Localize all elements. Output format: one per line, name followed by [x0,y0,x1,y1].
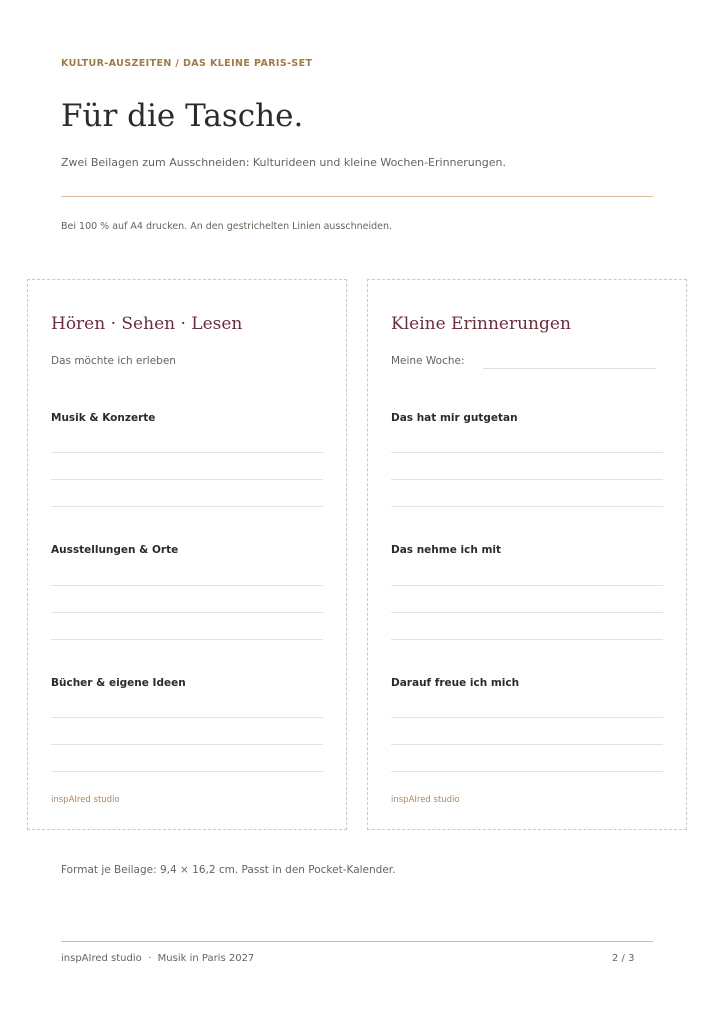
section-heading-good: Das hat mir gutgetan [391,412,518,424]
section-heading-exhibitions: Ausstellungen & Orte [51,544,179,556]
breadcrumb: KULTUR-AUSZEITEN / DAS KLEINE PARIS-SET [61,58,313,69]
writing-line [51,452,323,453]
card-subtitle: Meine Woche: [391,355,465,367]
writing-line [51,771,323,772]
section-heading-takeaway: Das nehme ich mit [391,544,502,556]
writing-line [391,612,663,613]
writing-line [391,452,663,453]
writing-line [51,717,323,718]
writing-line [391,744,663,745]
writing-line [391,771,663,772]
card-title: Hören · Sehen · Lesen [51,314,243,334]
card-subtitle: Das möchte ich erleben [51,355,176,367]
format-note: Format je Beilage: 9,4 × 16,2 cm. Passt in den Pocket-Kalender. [61,864,396,876]
card-footer-brand: inspAIred studio [391,795,460,805]
card-footer-brand: inspAIred studio [51,795,120,805]
writing-line [391,585,663,586]
print-note: Bei 100 % auf A4 drucken. An den gestrichelten Linien ausschneiden. [61,221,393,232]
section-heading-books: Bücher & eigene Ideen [51,677,186,689]
writing-line [391,639,663,640]
writing-line [51,585,323,586]
writing-line [391,479,663,480]
section-heading-music: Musik & Konzerte [51,412,156,424]
writing-line [391,506,663,507]
insert-card-culture [27,279,347,830]
footer-brand: inspAIred studio · Musik in Paris 2027 [61,953,255,964]
writing-line [51,639,323,640]
footer-divider [61,941,653,942]
writing-line [51,612,323,613]
section-heading-lookforward: Darauf freue ich mich [391,677,520,689]
header-divider [61,196,653,197]
insert-card-reminders [367,279,687,830]
writing-line [51,744,323,745]
page-number: 2 / 3 [612,953,635,964]
card-title: Kleine Erinnerungen [391,314,571,334]
writing-line [51,479,323,480]
writing-line [391,717,663,718]
week-input-line [483,368,656,369]
page-subtitle: Zwei Beilagen zum Ausschneiden: Kulturideen und kleine Wochen-Erinnerungen. [61,156,506,169]
writing-line [51,506,323,507]
page-title: Für die Tasche. [61,98,304,134]
